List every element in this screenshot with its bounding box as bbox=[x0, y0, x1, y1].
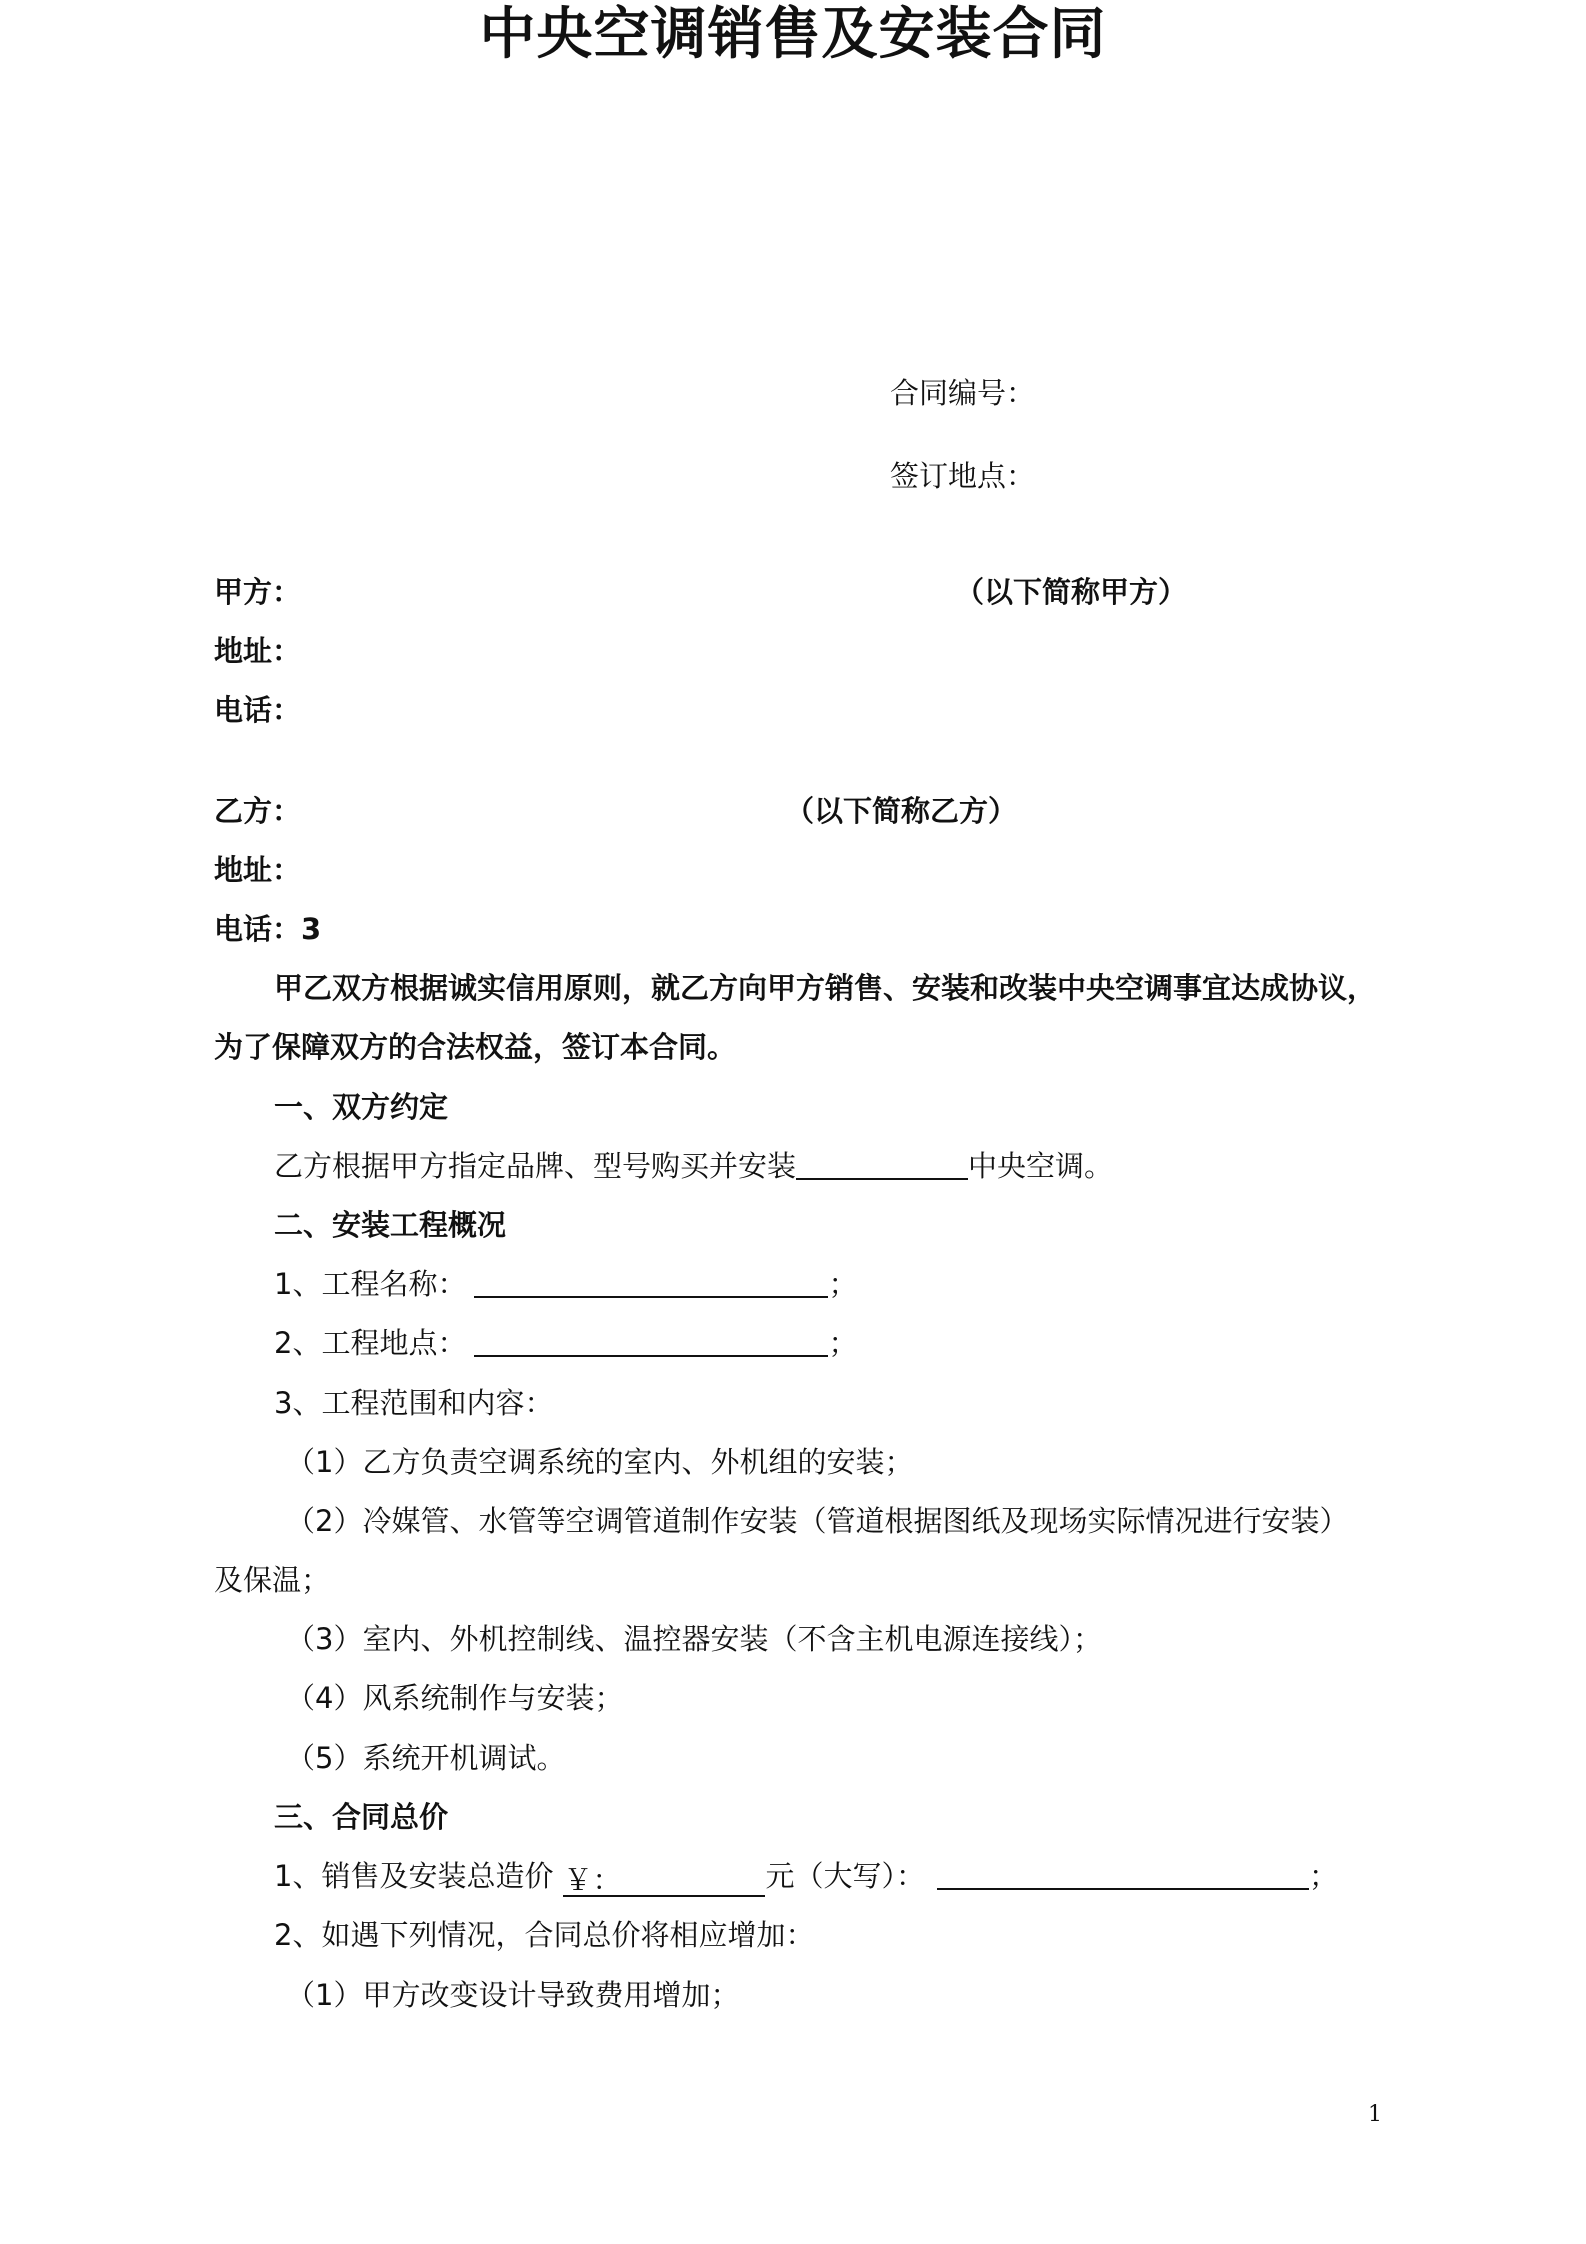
party-a-alias: （以下简称甲方） bbox=[955, 575, 1188, 609]
project-name-label: 1、工程名称： bbox=[274, 1267, 467, 1301]
document-title: 中央空调销售及安装合同 bbox=[479, 2, 1107, 67]
section-1-title: 一、双方约定 bbox=[274, 1090, 449, 1124]
brand-text-after: 中央空调。 bbox=[968, 1149, 1114, 1183]
party-b-label: 乙方： bbox=[214, 794, 302, 828]
brand-blank bbox=[796, 1148, 968, 1180]
preamble-line-2: 为了保障双方的合法权益，签订本合同。 bbox=[214, 1030, 737, 1064]
semicolon: ； bbox=[828, 1326, 858, 1360]
party-b-phone-label: 电话：3 bbox=[214, 912, 322, 946]
party-b-alias: （以下简称乙方） bbox=[785, 794, 1018, 828]
scope-item-1: （1）乙方负责空调系统的室内、外机组的安装； bbox=[286, 1445, 914, 1479]
section-3-title: 三、合同总价 bbox=[274, 1800, 449, 1834]
sign-place-label: 签订地点： bbox=[890, 459, 1036, 493]
price-increase-label: 2、如遇下列情况，合同总价将相应增加： bbox=[274, 1918, 815, 1952]
contract-number-label: 合同编号： bbox=[890, 376, 1036, 410]
project-location-blank bbox=[474, 1325, 828, 1357]
preamble-line-1: 甲乙双方根据诚实信用原则，就乙方向甲方销售、安装和改装中央空调事宜达成协议， bbox=[274, 971, 1377, 1005]
project-location-line bbox=[274, 1323, 857, 1363]
section-2-title: 二、安装工程概况 bbox=[274, 1208, 507, 1242]
scope-item-5: （5）系统开机调试。 bbox=[286, 1741, 566, 1775]
project-location-label: 2、工程地点： bbox=[274, 1326, 467, 1360]
total-price-label: 1、销售及安装总造价 bbox=[274, 1859, 554, 1893]
scope-item-3: （3）室内、外机控制线、温控器安装（不含主机电源连接线）； bbox=[286, 1622, 1102, 1656]
party-a-phone-label: 电话： bbox=[214, 693, 302, 727]
party-a-label: 甲方： bbox=[214, 575, 302, 609]
semicolon: ； bbox=[1308, 1859, 1338, 1893]
page-number: 1 bbox=[1368, 2102, 1382, 2127]
price-increase-item-1: （1）甲方改变设计导致费用增加； bbox=[286, 1978, 740, 2012]
project-scope-label: 3、工程范围和内容： bbox=[274, 1386, 554, 1420]
scope-item-4: （4）风系统制作与安装； bbox=[286, 1681, 624, 1715]
party-b-address-label: 地址： bbox=[214, 853, 302, 887]
semicolon: ； bbox=[828, 1267, 858, 1301]
total-price-line bbox=[274, 1856, 1338, 1897]
yuan-symbol: ￥： bbox=[563, 1863, 622, 1897]
scope-item-2-line-2: 及保温； bbox=[214, 1563, 331, 1597]
price-words-label: 元（大写）： bbox=[765, 1859, 925, 1893]
project-name-blank bbox=[474, 1266, 828, 1298]
scope-item-2-line-1: （2）冷媒管、水管等空调管道制作安装（管道根据图纸及现场实际情况进行安装） bbox=[286, 1504, 1349, 1538]
brand-text-before: 乙方根据甲方指定品牌、型号购买并安装 bbox=[274, 1149, 797, 1183]
section-1-text bbox=[274, 1146, 1113, 1186]
price-words-blank bbox=[937, 1858, 1309, 1890]
project-name-line bbox=[274, 1264, 857, 1304]
party-a-address-label: 地址： bbox=[214, 634, 302, 668]
price-number-blank bbox=[563, 1865, 765, 1897]
